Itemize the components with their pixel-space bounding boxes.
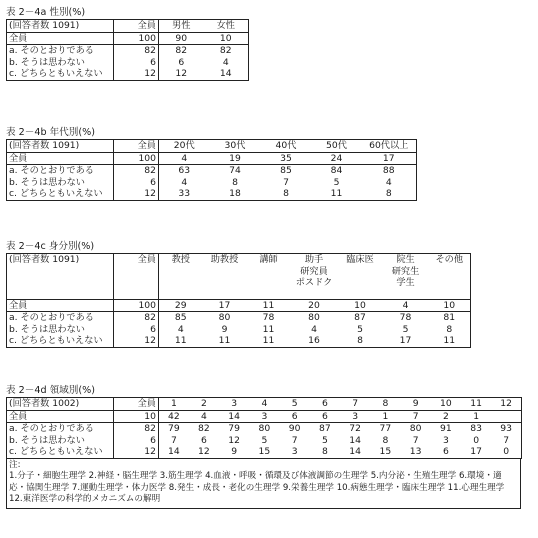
cell: 6 <box>114 435 159 447</box>
row-label: c. どちらともいえない <box>7 188 114 200</box>
cell: 10 <box>114 410 159 423</box>
cell: 77 <box>379 423 392 434</box>
cell: 33 <box>159 188 210 200</box>
cell: 8 <box>382 434 389 446</box>
cell: 87 <box>354 312 366 323</box>
header-cell: 教授 <box>159 254 203 289</box>
table-row <box>7 410 522 423</box>
cell: 90 <box>159 32 204 45</box>
table-row <box>7 177 417 189</box>
table-c-block <box>6 240 471 348</box>
header-cell: (回答者数 1091) <box>7 254 114 289</box>
cell: 90 <box>288 423 301 434</box>
table-d-block <box>6 384 522 509</box>
cell: 9 <box>219 446 249 458</box>
header-line: 院生 <box>396 254 415 265</box>
cell: 87 <box>319 423 331 434</box>
cell: 7 <box>170 434 177 446</box>
cell: 12 <box>114 446 159 458</box>
table-b-title: 表 2－4b 年代別(%) <box>6 127 95 138</box>
cell: 8 <box>362 188 417 200</box>
cell: 19 <box>210 152 261 165</box>
cell: 14 <box>340 446 370 458</box>
header-cell: 20代 <box>159 140 210 153</box>
table-row <box>7 446 522 458</box>
cell: 7 <box>283 176 289 188</box>
header-cell: 男性 <box>159 20 204 33</box>
header-cell: (回答者数 1002) <box>7 398 114 411</box>
header-cell: 全員 <box>114 140 159 153</box>
header-cell: 12 <box>491 398 521 411</box>
cell: 6 <box>114 324 159 336</box>
cell: 85 <box>280 165 292 176</box>
cell: 4 <box>189 410 219 423</box>
cell: 14 <box>219 410 249 423</box>
cell: 82 <box>114 45 159 57</box>
cell: 8 <box>261 188 312 200</box>
row-label: b. そうは思わない <box>7 324 114 336</box>
cell: 6 <box>114 177 159 189</box>
cell: 10 <box>338 299 383 312</box>
cell: 6 <box>310 410 340 423</box>
header-cell: 11 <box>461 398 491 411</box>
header-cell: 3 <box>219 398 249 411</box>
cell: 11 <box>312 188 362 200</box>
header-cell: 4 <box>249 398 279 411</box>
cell: 15 <box>370 446 400 458</box>
table-row <box>7 165 417 177</box>
cell: 3 <box>340 410 370 423</box>
header-line: 研究員 <box>300 265 328 277</box>
cell: 1 <box>461 410 491 423</box>
cell: 5 <box>261 434 268 446</box>
table-a-block <box>6 6 249 81</box>
table-d <box>6 397 522 459</box>
cell: 72 <box>349 423 361 434</box>
cell: 80 <box>258 423 271 434</box>
header-cell: 1 <box>159 398 189 411</box>
cell: 79 <box>228 423 240 434</box>
cell: 9 <box>221 323 228 335</box>
cell: 6 <box>114 57 159 69</box>
table-c-title: 表 2－4c 身分別(%) <box>6 241 95 252</box>
header-cell: 講師 <box>247 254 291 289</box>
cell: 14 <box>204 68 249 80</box>
row-label: 全員 <box>7 410 114 423</box>
cell: 14 <box>349 434 361 446</box>
cell: 6 <box>280 410 310 423</box>
cell: 10 <box>204 32 249 45</box>
cell: 4 <box>177 323 184 335</box>
cell: 20 <box>291 299 338 312</box>
cell: 91 <box>440 423 452 434</box>
table-row <box>7 435 522 447</box>
header-cell: 全員 <box>114 20 159 33</box>
table-row <box>7 152 417 165</box>
table-row <box>7 32 249 45</box>
cell: 7 <box>291 434 298 446</box>
table-row <box>7 140 417 153</box>
table-a-title: 表 2－4a 性別(%) <box>6 7 86 18</box>
cell: 12 <box>159 68 204 80</box>
header-cell: 臨床医 <box>338 254 383 289</box>
cell: 5 <box>321 434 328 446</box>
cell: 80 <box>308 312 320 323</box>
header-cell: 50代 <box>312 140 362 153</box>
cell: 12 <box>114 68 159 80</box>
cell: 78 <box>262 312 275 323</box>
header-cell: 5 <box>280 398 310 411</box>
cell: 3 <box>442 434 449 446</box>
row-label: a. そのとおりである <box>7 165 114 177</box>
table-d-note <box>6 459 521 509</box>
cell: 6 <box>431 446 461 458</box>
cell: 4 <box>181 176 188 188</box>
table-row <box>7 423 522 435</box>
cell: 85 <box>174 312 187 323</box>
cell: 4 <box>311 323 317 335</box>
table-b <box>6 139 417 201</box>
cell: 0 <box>473 434 480 446</box>
cell: 1 <box>370 410 400 423</box>
cell: 79 <box>168 423 180 434</box>
header-cell: 8 <box>370 398 400 411</box>
header-cell: 30代 <box>210 140 261 153</box>
cell: 82 <box>114 165 159 177</box>
row-label: a. そのとおりである <box>7 312 114 324</box>
table-a <box>6 19 249 81</box>
cell: 80 <box>218 312 231 323</box>
header-line: ポスドク <box>295 277 333 288</box>
header-cell: 10 <box>431 398 461 411</box>
table-row <box>7 188 417 200</box>
header-cell: 6 <box>310 398 340 411</box>
cell: 8 <box>338 335 383 347</box>
cell: 6 <box>178 56 185 68</box>
cell: 17 <box>362 152 417 165</box>
cell: 4 <box>385 176 392 188</box>
table-row <box>7 45 249 57</box>
cell: 29 <box>159 299 203 312</box>
cell: 15 <box>249 446 279 458</box>
table-row <box>7 68 249 80</box>
table-row <box>7 254 471 289</box>
cell: 82 <box>198 423 210 434</box>
note-label: 注: <box>9 459 21 470</box>
row-label: 全員 <box>7 32 114 45</box>
header-cell: その他 <box>429 254 471 289</box>
cell: 13 <box>401 446 431 458</box>
cell: 7 <box>412 434 419 446</box>
cell: 35 <box>261 152 312 165</box>
table-row-spacer <box>7 289 471 300</box>
cell: 4 <box>222 56 229 68</box>
header-line: 学生 <box>396 277 415 288</box>
header-cell: 助教授 <box>203 254 247 289</box>
cell: 4 <box>383 299 429 312</box>
row-label: c. どちらともいえない <box>7 335 114 347</box>
cell: 16 <box>291 335 338 347</box>
cell: 12 <box>189 446 219 458</box>
row-label: a. そのとおりである <box>7 45 114 57</box>
cell: 11 <box>159 335 203 347</box>
cell: 8 <box>232 176 238 188</box>
cell: 78 <box>399 312 412 323</box>
row-label: 全員 <box>7 299 114 312</box>
cell: 42 <box>159 410 189 423</box>
cell: 12 <box>114 335 159 347</box>
table-row <box>7 324 471 336</box>
header-cell: 全員 <box>114 398 159 411</box>
row-label: b. そうは思わない <box>7 57 114 69</box>
table-row <box>7 20 249 33</box>
header-line: 助手 <box>304 254 324 265</box>
table-row <box>7 312 471 324</box>
cell: 2 <box>431 410 461 423</box>
cell: 74 <box>229 165 241 176</box>
cell: 14 <box>159 446 189 458</box>
cell: 12 <box>114 188 159 200</box>
header-cell: 女性 <box>204 20 249 33</box>
cell: 8 <box>446 323 453 335</box>
cell: 82 <box>219 45 232 56</box>
table-row <box>7 299 471 312</box>
table-b-block <box>6 126 417 201</box>
table-d-title: 表 2－4d 領域別(%) <box>6 385 95 396</box>
cell: 7 <box>503 434 510 446</box>
cell: 17 <box>203 299 247 312</box>
cell: 17 <box>383 335 429 347</box>
cell: 11 <box>247 335 291 347</box>
header-line: 研究生 <box>391 265 420 277</box>
row-label: b. そうは思わない <box>7 177 114 189</box>
cell: 5 <box>402 323 409 335</box>
header-cell: 7 <box>340 398 370 411</box>
cell: 17 <box>461 446 491 458</box>
cell: 84 <box>330 165 343 176</box>
row-label: 全員 <box>7 152 114 165</box>
cell: 100 <box>114 32 159 45</box>
row-label: a. そのとおりである <box>7 423 114 435</box>
cell: 82 <box>114 423 159 435</box>
header-cell-student <box>383 254 429 289</box>
cell: 63 <box>178 165 191 176</box>
header-cell: (回答者数 1091) <box>7 20 114 33</box>
cell: 10 <box>429 299 471 312</box>
table-row <box>7 335 471 347</box>
cell: 100 <box>114 152 159 165</box>
cell: 88 <box>382 165 395 176</box>
cell: 11 <box>262 323 275 335</box>
cell: 5 <box>333 176 340 188</box>
cell: 80 <box>409 423 422 434</box>
cell: 3 <box>249 410 279 423</box>
table-row <box>7 57 249 69</box>
cell: 11 <box>203 335 247 347</box>
header-cell: 全員 <box>114 254 159 289</box>
header-cell: 2 <box>189 398 219 411</box>
row-label: b. そうは思わない <box>7 435 114 447</box>
cell <box>491 410 521 423</box>
header-cell: 60代以上 <box>362 140 417 153</box>
header-cell: 9 <box>401 398 431 411</box>
cell: 18 <box>210 188 261 200</box>
header-cell: 40代 <box>261 140 312 153</box>
table-row <box>7 398 522 411</box>
cell: 3 <box>280 446 310 458</box>
cell: 24 <box>312 152 362 165</box>
cell: 12 <box>228 434 240 446</box>
row-label: c. どちらともいえない <box>7 446 114 458</box>
cell: 100 <box>114 299 159 312</box>
cell: 4 <box>159 152 210 165</box>
table-c <box>6 253 471 348</box>
cell: 82 <box>175 45 188 56</box>
cell: 0 <box>491 446 521 458</box>
cell: 93 <box>500 423 512 434</box>
header-cell: (回答者数 1091) <box>7 140 114 153</box>
cell: 6 <box>200 434 207 446</box>
cell: 11 <box>247 299 291 312</box>
cell: 8 <box>310 446 340 458</box>
cell: 81 <box>443 312 456 323</box>
cell: 82 <box>114 312 159 324</box>
cell: 11 <box>429 335 471 347</box>
cell: 7 <box>401 410 431 423</box>
header-cell-assistant <box>291 254 338 289</box>
cell: 5 <box>357 323 363 335</box>
note-text: 1.分子・細胞生理学 2.神経・脳生理学 3.筋生理学 4.血液・呼吸・循環及び体液調節の生理学 5.内分泌・生殖生理学 6.環境・適応・協関生理学 7.運動生理学・体力医学 8.発生・成長・老化の生理学 9.栄養生理学 10.病態生理学・臨床生理学 11.心理生理学 12.東洋医学の科学的メカニズムの解明 <box>9 471 505 504</box>
cell: 83 <box>470 423 482 434</box>
row-label: c. どちらともいえない <box>7 68 114 80</box>
